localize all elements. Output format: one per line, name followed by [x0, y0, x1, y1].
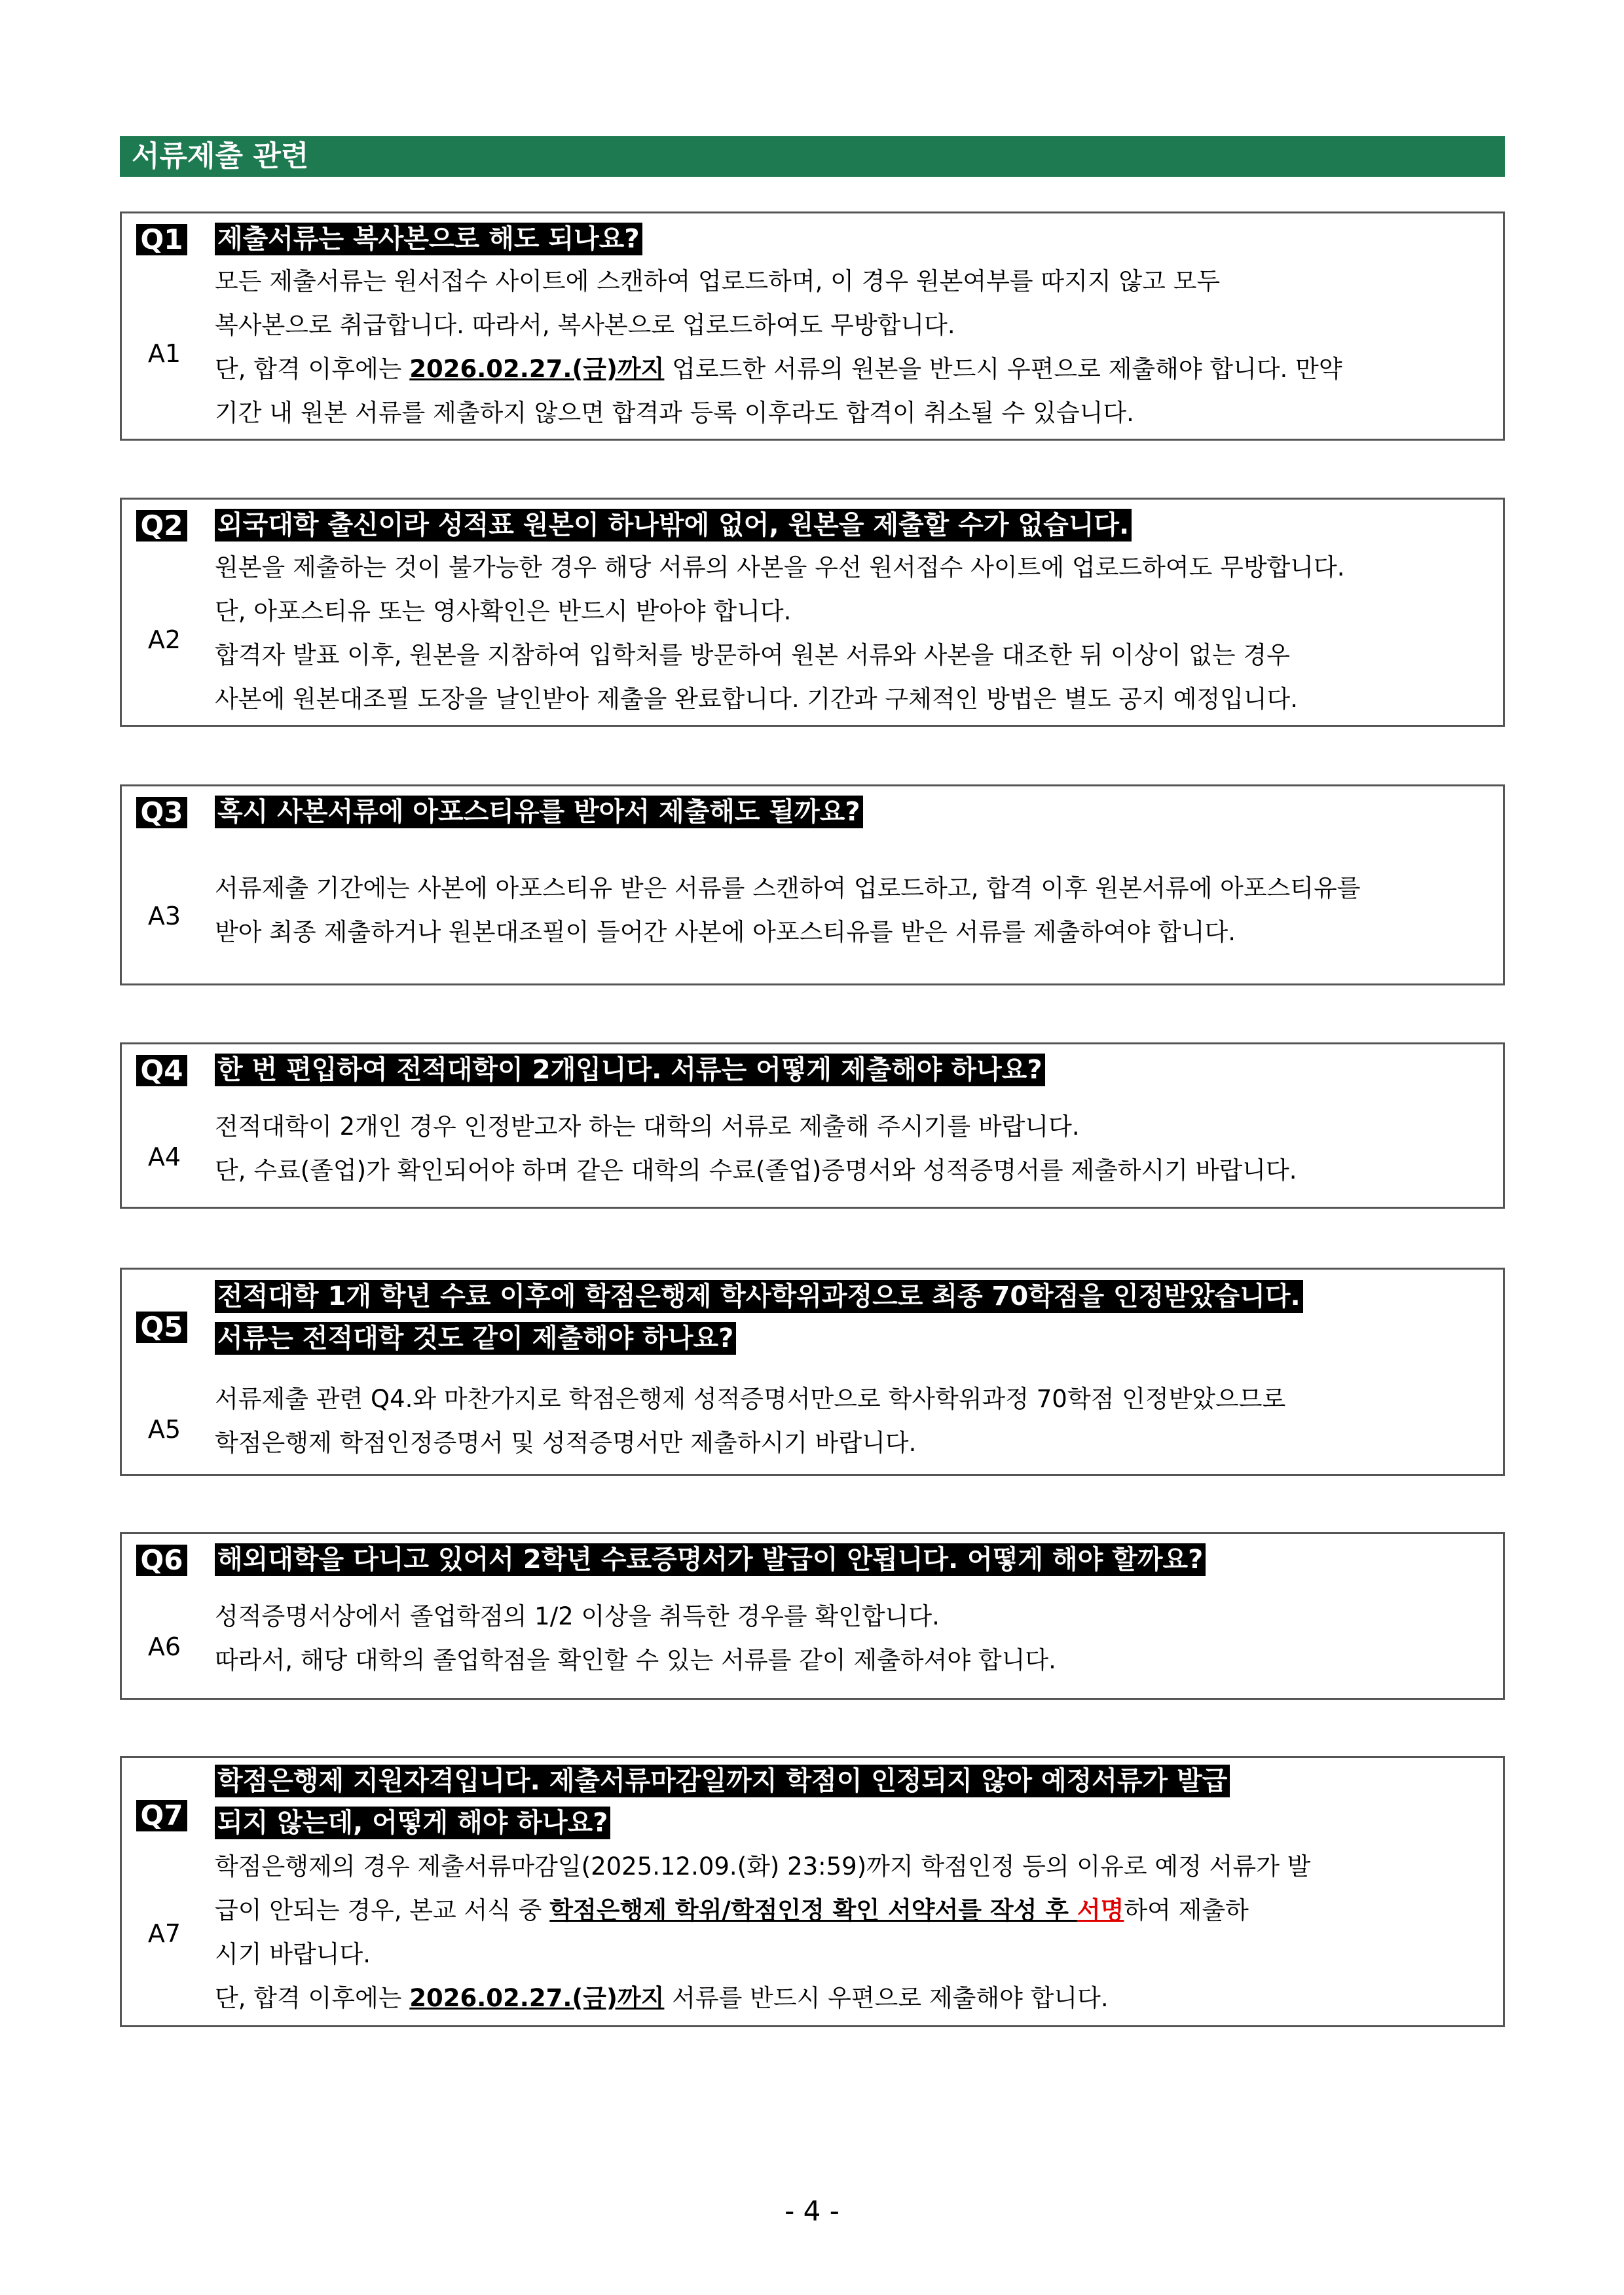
answer-line-part: 급이 안되는 경우, 본교 서식 중	[215, 1896, 550, 1924]
question-text: 서류는 전적대학 것도 같이 제출해야 하나요?	[215, 1322, 736, 1355]
deadline-highlight: 2026.02.27.(금)까지	[409, 355, 665, 383]
answer-text	[215, 1594, 1490, 1682]
answer-line: 사본에 원본대조필 도장을 날인받아 제출을 완료합니다. 기간과 구체적인 방법은 별도 공지 예정입니다.	[215, 685, 1299, 713]
deadline-highlight: 2026.02.27.(금)까지	[409, 1984, 665, 2012]
qa-block-3	[120, 784, 1505, 985]
answer-line	[215, 347, 1490, 391]
answer-line: 단, 수료(졸업)가 확인되어야 하며 같은 대학의 수료(졸업)증명서와 성적증명서를 제출하시기 바랍니다.	[215, 1156, 1297, 1184]
question-label: Q2	[136, 510, 187, 542]
qa-block-1	[120, 211, 1505, 441]
signature-highlight: 서명	[1077, 1896, 1124, 1924]
answer-label: A7	[147, 1919, 181, 1948]
answer-line: 모든 제출서류는 원서접수 사이트에 스캔하여 업로드하며, 이 경우 원본여부를 따지지 않고 모두	[215, 267, 1221, 295]
qa-block-6	[120, 1532, 1505, 1700]
answer-line: 서류제출 관련 Q4.와 마찬가지로 학점은행제 성적증명서만으로 학사학위과정 70학점 인정받았으므로	[215, 1385, 1286, 1413]
answer-text	[215, 1845, 1490, 2020]
answer-line	[215, 1888, 1490, 1932]
question-label: Q1	[136, 224, 187, 255]
qa-block-7	[120, 1756, 1505, 2027]
question-label: Q5	[136, 1312, 187, 1343]
answer-line: 전적대학이 2개인 경우 인정받고자 하는 대학의 서류로 제출해 주시기를 바랍니다.	[215, 1112, 1080, 1141]
answer-label: A2	[147, 625, 181, 654]
answer-label: A3	[147, 902, 181, 930]
question-label: Q7	[136, 1800, 187, 1831]
answer-line: 받아 최종 제출하거나 원본대조필이 들어간 사본에 아포스티유를 받은 서류를 제출하여야 합니다.	[215, 918, 1236, 946]
section-title: 서류제출 관련	[120, 136, 1505, 177]
answer-text	[215, 1377, 1490, 1465]
qa-block-4	[120, 1042, 1505, 1209]
question-text: 한 번 편입하여 전적대학이 2개입니다. 서류는 어떻게 제출해야 하나요?	[215, 1054, 1045, 1086]
answer-text	[215, 259, 1490, 435]
answer-line: 시기 바랍니다.	[215, 1940, 371, 1968]
question-text: 혹시 사본서류에 아포스티유를 받아서 제출해도 될까요?	[215, 796, 863, 828]
answer-line	[215, 1976, 1490, 2020]
answer-line-part: 단, 합격 이후에는	[215, 355, 410, 383]
question-text: 학점은행제 지원자격입니다. 제출서류마감일까지 학점이 인정되지 않아 예정서류가 발급	[215, 1765, 1230, 1797]
page-number: - 4 -	[784, 2195, 840, 2227]
answer-label: A5	[147, 1415, 181, 1444]
answer-text	[215, 545, 1490, 721]
answer-line: 원본을 제출하는 것이 불가능한 경우 해당 서류의 사본을 우선 원서접수 사이트에 업로드하여도 무방합니다.	[215, 553, 1345, 581]
question-label: Q4	[136, 1055, 187, 1086]
question-text: 되지 않는데, 어떻게 해야 하나요?	[215, 1807, 610, 1839]
question-text: 전적대학 1개 학년 수료 이후에 학점은행제 학사학위과정으로 최종 70학점을 인정받았습니다.	[215, 1280, 1303, 1313]
answer-line: 기간 내 원본 서류를 제출하지 않으면 합격과 등록 이후라도 합격이 취소될 수 있습니다.	[215, 399, 1134, 427]
answer-text	[215, 1105, 1490, 1192]
answer-line: 단, 아포스티유 또는 영사확인은 반드시 받아야 합니다.	[215, 597, 792, 625]
qa-block-2	[120, 498, 1505, 727]
answer-line: 복사본으로 취급합니다. 따라서, 복사본으로 업로드하여도 무방합니다.	[215, 311, 955, 339]
answer-label: A6	[147, 1632, 181, 1661]
answer-text	[215, 866, 1490, 954]
answer-line: 합격자 발표 이후, 원본을 지참하여 입학처를 방문하여 원본 서류와 사본을 대조한 뒤 이상이 없는 경우	[215, 641, 1290, 669]
answer-line: 서류제출 기간에는 사본에 아포스티유 받은 서류를 스캔하여 업로드하고, 합격 이후 원본서류에 아포스티유를	[215, 874, 1361, 902]
question-text: 외국대학 출신이라 성적표 원본이 하나밖에 없어, 원본을 제출할 수가 없습니다.	[215, 509, 1132, 542]
answer-line-part: 단, 합격 이후에는	[215, 1984, 410, 2012]
answer-line-part: 업로드한 서류의 원본을 반드시 우편으로 제출해야 합니다. 만약	[664, 355, 1342, 383]
answer-line: 학점은행제의 경우 제출서류마감일(2025.12.09.(화) 23:59)까지 학점인정 등의 이유로 예정 서류가 발	[215, 1852, 1311, 1881]
question-text: 해외대학을 다니고 있어서 2학년 수료증명서가 발급이 안됩니다. 어떻게 해야 할까요?	[215, 1543, 1206, 1576]
answer-line: 성적증명서상에서 졸업학점의 1/2 이상을 취득한 경우를 확인합니다.	[215, 1602, 940, 1630]
answer-line: 학점은행제 학점인정증명서 및 성적증명서만 제출하시기 바랍니다.	[215, 1429, 917, 1457]
qa-block-5	[120, 1268, 1505, 1476]
question-text: 제출서류는 복사본으로 해도 되나요?	[215, 223, 642, 255]
answer-label: A1	[147, 339, 181, 368]
question-label: Q3	[136, 797, 187, 828]
answer-label: A4	[147, 1143, 181, 1171]
answer-line: 따라서, 해당 대학의 졸업학점을 확인할 수 있는 서류를 같이 제출하셔야 합니다.	[215, 1646, 1056, 1674]
answer-line-part: 서류를 반드시 우편으로 제출해야 합니다.	[664, 1984, 1109, 2012]
pledge-highlight: 학점은행제 학위/학점인정 확인 서약서를 작성 후	[549, 1896, 1077, 1924]
question-label: Q6	[136, 1545, 187, 1576]
answer-line-part: 하여 제출하	[1124, 1896, 1249, 1924]
